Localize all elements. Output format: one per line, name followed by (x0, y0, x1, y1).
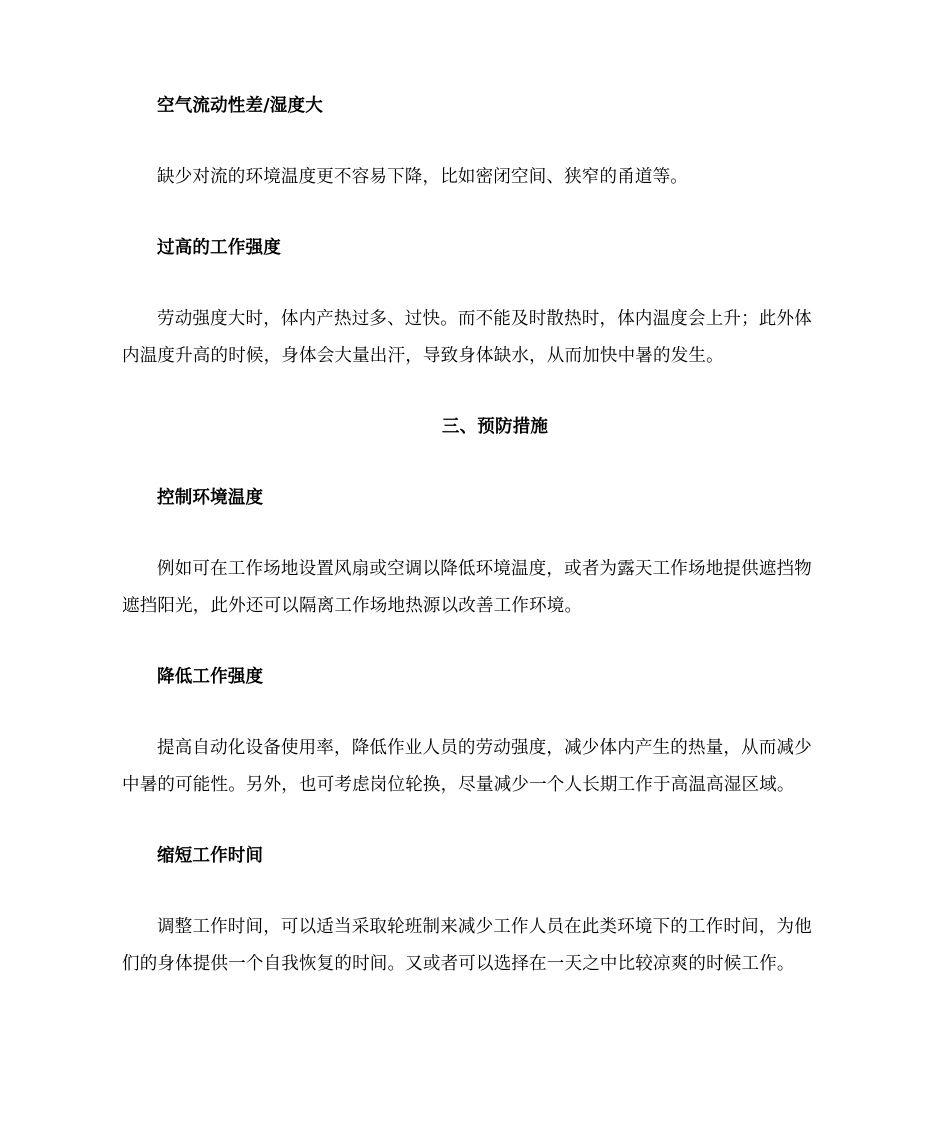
paragraph-control-temperature-line2: 遮挡阳光，此外还可以隔离工作场地热源以改善工作环境。 (122, 596, 583, 616)
paragraph-shorten-time-line2: 们的身体提供一个自我恢复的时间。又或者可以选择在一天之中比较凉爽的时候工作。 (122, 954, 795, 974)
paragraph-reduce-intensity-line1: 提高自动化设备使用率，降低作业人员的劳动强度，减少体内产生的热量，从而减少 (157, 738, 812, 758)
section-title-prevention: 三、预防措施 (441, 417, 549, 437)
paragraph-work-intensity-line2: 内温度升高的时候，身体会大量出汗，导致身体缺水，从而加快中暑的发生。 (122, 346, 724, 366)
heading-air-circulation: 空气流动性差/湿度大 (157, 96, 323, 116)
paragraph-reduce-intensity-line2: 中暑的可能性。另外，也可考虑岗位轮换，尽量减少一个人长期工作于高温高湿区域。 (122, 775, 795, 795)
heading-work-intensity: 过高的工作强度 (157, 238, 281, 258)
paragraph-work-intensity-line1: 劳动强度大时，体内产热过多、过快。而不能及时散热时，体内温度会上升；此外体 (157, 309, 812, 329)
heading-reduce-intensity: 降低工作强度 (157, 667, 264, 687)
heading-control-temperature: 控制环境温度 (157, 488, 264, 508)
heading-shorten-time: 缩短工作时间 (157, 846, 264, 866)
paragraph-air-circulation: 缺少对流的环境温度更不容易下降，比如密闭空间、狭窄的甬道等。 (157, 167, 688, 187)
paragraph-shorten-time-line1: 调整工作时间，可以适当采取轮班制来减少工作人员在此类环境下的工作时间，为他 (157, 917, 812, 937)
paragraph-control-temperature-line1: 例如可在工作场地设置风扇或空调以降低环境温度，或者为露天工作场地提供遮挡物 (157, 559, 812, 579)
